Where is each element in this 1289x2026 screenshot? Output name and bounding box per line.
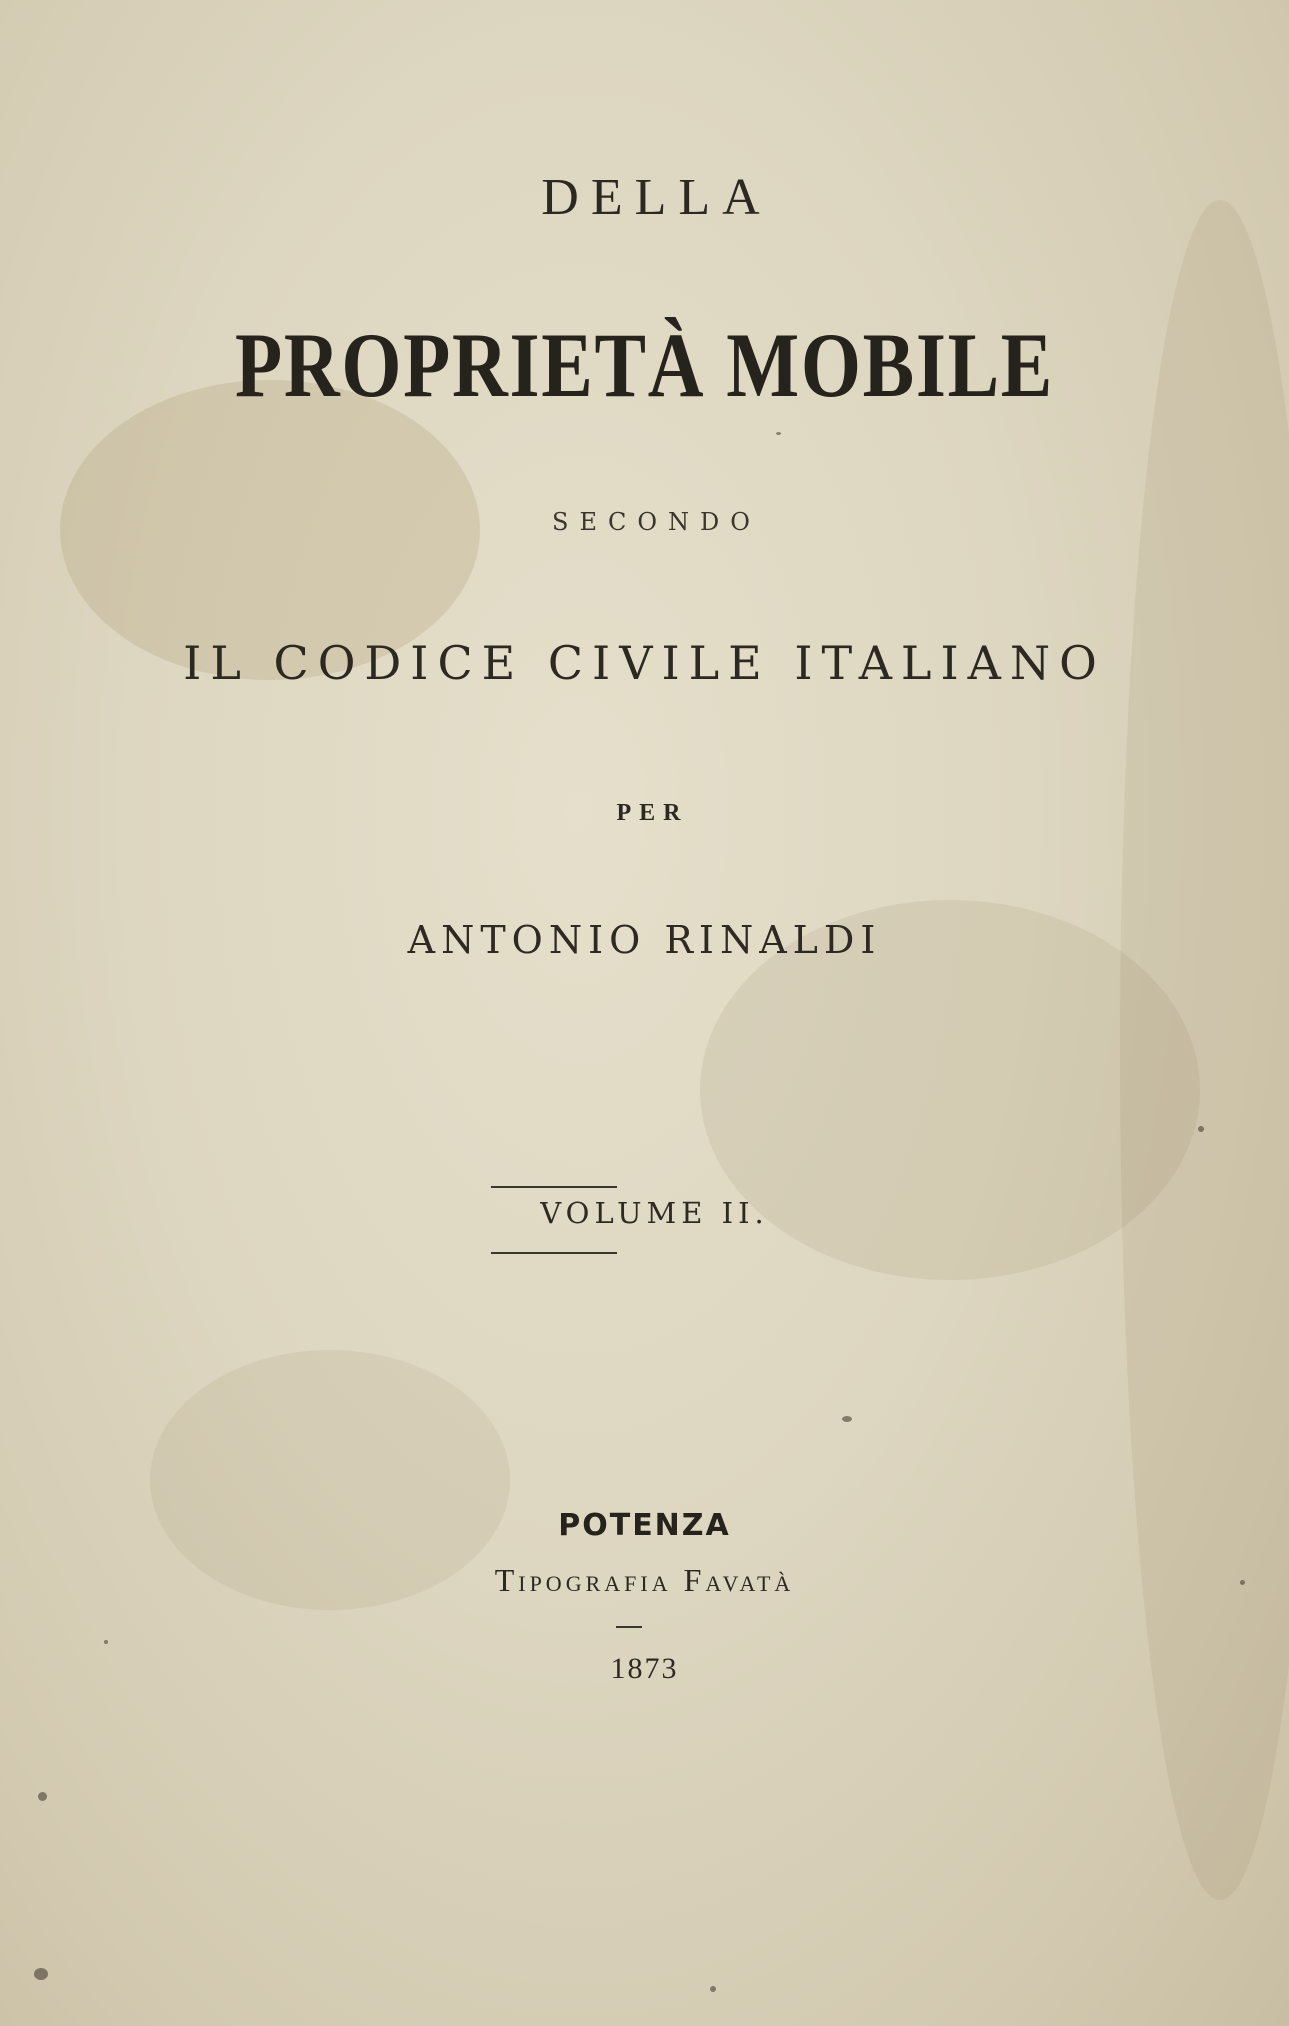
main-title: PROPRIETÀ MOBILE [234, 314, 1055, 416]
paper-speck [1198, 1126, 1204, 1132]
paper-speck [776, 432, 781, 435]
title-connector: SECONDO [552, 508, 761, 536]
volume-rule-top [491, 1186, 617, 1188]
paper-speck [842, 1416, 852, 1422]
subtitle: IL CODICE CIVILE ITALIANO [183, 636, 1106, 690]
paper-speck [104, 1640, 108, 1644]
author-name: ANTONIO RINALDI [407, 918, 882, 962]
paper-speck [34, 1968, 48, 1980]
volume-rule-bottom [491, 1252, 617, 1254]
paper-speck [38, 1792, 47, 1801]
imprint-city: POTENZA [558, 1508, 731, 1543]
paper-stain [1120, 200, 1289, 1900]
imprint-printer: Tipografia Favatà [494, 1562, 795, 1598]
paper-speck [710, 1986, 716, 1992]
imprint-rule [616, 1626, 642, 1628]
author-preposition: PER [616, 800, 689, 826]
volume-label: VOLUME II. [540, 1196, 769, 1230]
title-line-della: DELLA [541, 169, 772, 226]
imprint-year: 1873 [610, 1652, 679, 1685]
